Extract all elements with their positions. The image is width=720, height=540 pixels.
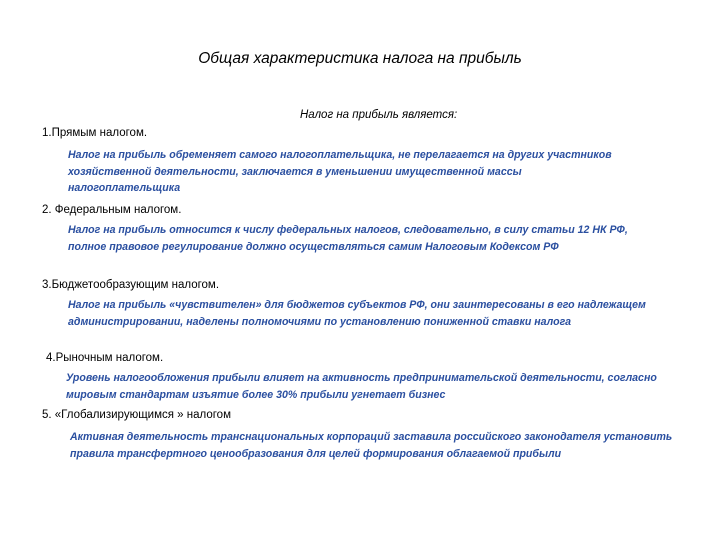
item-2-description: Налог на прибыль относится к числу федеральных налогов, следовательно, в силу статьи 12 НК РФ, полное правовое регулирование должно осуществляться самим Налоговым Кодексом РФ [68,224,628,253]
item-5-description: Активная деятельность транснациональных корпораций заставила российского законодателя установить правила трансфертного ценообразования для целей формирования облагаемой прибыли [70,431,673,460]
item-3-heading: 3.Бюджетообразующим налогом. [42,279,220,291]
item-1-description: Налог на прибыль обременяет самого налогоплательщика, не перелагается на других участников хозяйственной деятельности, заключается в уменьшении имущественной массы налогоплательщика [68,149,612,194]
item-3-description: Налог на прибыль «чувствителен» для бюджетов субъектов РФ, они заинтересованы в его надлежащем администрировании, наделены полномочиями по установлению пониженной ставки налога [68,299,646,328]
slide-subtitle: Налог на прибыль является: [300,109,458,121]
slide-title: Общая характеристика налога на прибыль [198,50,522,67]
item-2-heading: 2. Федеральным налогом. [42,204,182,216]
item-5-heading: 5. «Глобализирующимся » налогом [42,409,231,421]
item-1-heading: 1.Прямым налогом. [42,127,148,139]
item-4-description: Уровень налогообложения прибыли влияет на активность предпринимательской деятельности, согласно мировым стандартам изъятие более 30% прибыли угнетает бизнес [66,372,657,401]
item-4-heading: 4.Рыночным налогом. [46,352,164,364]
